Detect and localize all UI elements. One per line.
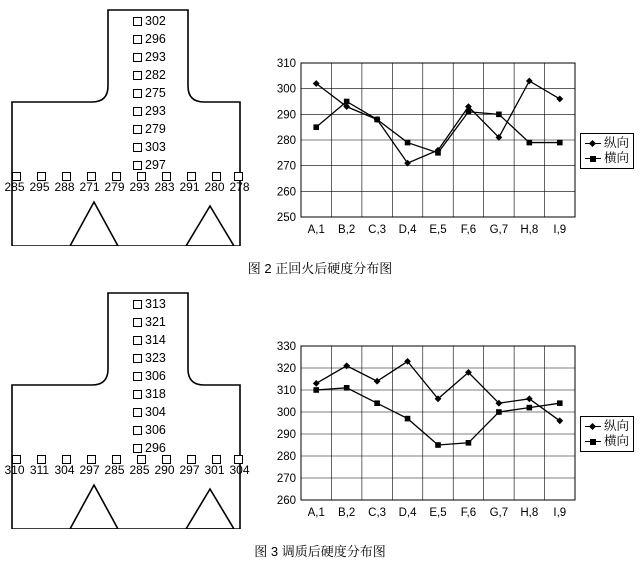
svg-text:300: 300 [276,407,296,419]
vertical-label-item: 321 [133,313,166,331]
vertical-label-item: 306 [133,421,166,439]
vertical-label-item: 296 [133,30,166,48]
measure-point-square-icon [133,89,142,98]
svg-text:310: 310 [276,58,296,70]
measure-point-square-icon [133,125,142,134]
vertical-label-item: 314 [133,331,166,349]
svg-text:290: 290 [276,429,296,441]
part-cross-section-diagram-fig3 [8,289,248,529]
vertical-label-item: 306 [133,367,166,385]
svg-text:290: 290 [276,109,296,122]
vertical-label-item: 293 [133,48,166,66]
svg-text:330: 330 [276,341,296,353]
svg-text:A,1: A,1 [307,224,325,236]
svg-text:320: 320 [276,363,296,375]
vertical-label-item: 279 [133,120,166,138]
svg-text:250: 250 [276,212,296,224]
svg-text:B,2: B,2 [338,507,356,519]
figure-3-caption: 图 3 调质后硬度分布图 [254,544,386,559]
diamond-marker-icon [585,143,601,144]
measure-point-square-icon [133,372,142,381]
vertical-label-item: 318 [133,385,166,403]
figure-3 [0,283,640,567]
legend-item-longitudinal: 纵向 [585,419,629,434]
measure-point-square-icon [133,143,142,152]
svg-text:300: 300 [276,83,296,96]
measure-point-square-icon [133,107,142,116]
vertical-hardness-labels-fig2 [133,12,166,174]
part-cross-section-diagram-fig2 [8,6,248,246]
measure-point-square-icon [133,161,142,170]
vertical-label-item: 282 [133,66,166,84]
svg-text:G,7: G,7 [489,507,509,519]
horizontal-hardness-labels-fig3: 310 311 304 297 285 285 290 297 301 304 [4,463,250,477]
vertical-label-item: 297 [133,156,166,174]
measure-point-square-icon [133,408,142,417]
vertical-hardness-labels-fig3 [133,295,166,457]
vertical-label-item: 323 [133,349,166,367]
hardness-line-chart-fig2 [265,55,585,255]
svg-text:E,5: E,5 [429,507,447,519]
legend-item-transverse: 横向 [585,151,629,166]
svg-text:D,4: D,4 [398,224,417,236]
chart-legend-fig2 [580,133,634,169]
horizontal-hardness-labels-fig2: 285 295 288 271 279 293 283 291 280 278 [4,180,250,194]
svg-text:F,6: F,6 [460,507,477,519]
measure-point-square-icon [133,390,142,399]
svg-text:I,9: I,9 [553,507,567,519]
svg-text:A,1: A,1 [307,507,325,519]
measure-point-square-icon [133,17,142,26]
figure-2-caption: 图 2 正回火后硬度分布图 [247,261,393,276]
diamond-marker-icon [585,426,601,427]
vertical-label-item: 302 [133,12,166,30]
vertical-label-item: 296 [133,439,166,457]
svg-text:F,6: F,6 [460,224,477,236]
svg-text:280: 280 [276,135,296,147]
measure-point-square-icon [133,318,142,327]
measure-point-square-icon [133,300,142,309]
svg-text:H,8: H,8 [520,507,539,519]
svg-text:280: 280 [276,451,296,463]
measure-point-square-icon [133,354,142,363]
figure-2 [0,0,640,280]
svg-text:260: 260 [276,186,296,199]
vertical-label-item: 304 [133,403,166,421]
square-marker-icon [585,441,601,442]
legend-item-transverse: 横向 [585,434,629,449]
svg-text:260: 260 [276,495,296,507]
svg-text:D,4: D,4 [398,507,417,519]
svg-text:310: 310 [276,385,296,397]
vertical-label-item: 293 [133,102,166,120]
vertical-label-item: 303 [133,138,166,156]
svg-text:C,3: C,3 [368,224,387,236]
svg-text:270: 270 [276,160,296,173]
svg-text:E,5: E,5 [429,224,447,236]
measure-point-square-icon [133,426,142,435]
chart-legend-fig3 [580,416,634,452]
svg-text:G,7: G,7 [489,224,509,236]
svg-text:C,3: C,3 [368,507,387,519]
measure-point-square-icon [133,53,142,62]
measure-point-square-icon [133,35,142,44]
svg-text:H,8: H,8 [520,224,539,236]
measure-point-square-icon [133,444,142,453]
svg-text:270: 270 [276,473,296,485]
svg-text:I,9: I,9 [553,224,567,236]
measure-point-square-icon [133,71,142,80]
svg-text:B,2: B,2 [338,224,356,236]
measure-point-square-icon [133,336,142,345]
vertical-label-item: 275 [133,84,166,102]
square-marker-icon [585,158,601,159]
vertical-label-item: 313 [133,295,166,313]
hardness-line-chart-fig3 [265,338,585,538]
legend-item-longitudinal: 纵向 [585,136,629,151]
